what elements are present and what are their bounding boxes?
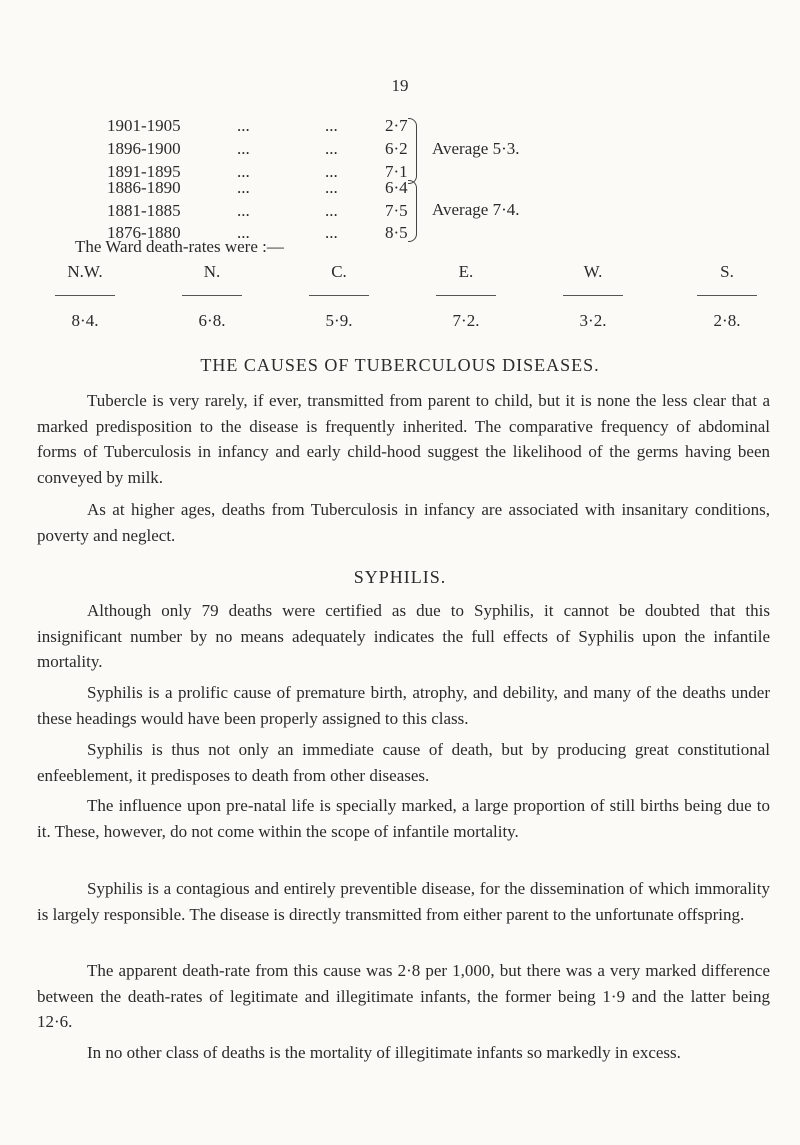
ward-rule bbox=[55, 295, 115, 296]
ward-value: 2·8. bbox=[713, 311, 741, 330]
ward-header: E. bbox=[458, 262, 474, 281]
ward-value: 8·4. bbox=[71, 311, 99, 330]
leader-dots: ... bbox=[325, 162, 338, 181]
ward-header: S. bbox=[720, 262, 734, 281]
rate-value: 2·7 bbox=[385, 116, 408, 135]
ward-value: 5·9. bbox=[325, 311, 353, 330]
paragraph: Although only 79 deaths were certified as due to Syphilis, it cannot be doubted that this insignificant number by no means adequately indicates the full effects of Syphilis upon the infantile mortality. bbox=[37, 601, 770, 671]
ward-header: W. bbox=[583, 262, 603, 281]
leader-dots: ... bbox=[325, 178, 338, 197]
rate-period: 1881-1885 bbox=[107, 201, 181, 220]
average-label: Average 7·4. bbox=[432, 200, 520, 219]
ward-rule bbox=[697, 295, 757, 296]
ward-rule bbox=[436, 295, 496, 296]
leader-dots: ... bbox=[237, 162, 250, 181]
leader-dots: ... bbox=[237, 223, 250, 242]
page-number: 19 bbox=[391, 76, 409, 95]
section-title-syphilis: SYPHILIS. bbox=[353, 567, 447, 587]
rate-period: 1891-1895 bbox=[107, 162, 181, 181]
rate-value: 7·1 bbox=[385, 162, 408, 181]
leader-dots: ... bbox=[325, 116, 338, 135]
rate-period: 1901-1905 bbox=[107, 116, 181, 135]
ward-header: N.W. bbox=[67, 262, 103, 281]
rate-value: 6·4 bbox=[385, 178, 408, 197]
group-brace bbox=[408, 180, 417, 242]
rate-period: 1876-1880 bbox=[107, 223, 181, 242]
rate-period: 1896-1900 bbox=[107, 139, 181, 158]
ward-rates-intro: The Ward death-rates were :— bbox=[75, 237, 284, 256]
rate-period: 1886-1890 bbox=[107, 178, 181, 197]
ward-header: C. bbox=[331, 262, 347, 281]
rate-value: 8·5 bbox=[385, 223, 408, 242]
section-title-tuberculous: THE CAUSES OF TUBERCULOUS DISEASES. bbox=[200, 355, 600, 375]
leader-dots: ... bbox=[325, 201, 338, 220]
paragraph: Syphilis is thus not only an immediate cause of death, but by producing great constitutional enfeeblement, it predisposes to death from other diseases. bbox=[37, 740, 770, 785]
rate-row bbox=[107, 201, 407, 221]
rate-row bbox=[107, 116, 407, 136]
leader-dots: ... bbox=[325, 223, 338, 242]
leader-dots: ... bbox=[325, 139, 338, 158]
leader-dots: ... bbox=[237, 116, 250, 135]
rate-value: 6·2 bbox=[385, 139, 408, 158]
paragraph: Syphilis is a contagious and entirely preventible disease, for the dissemination of which immorality is largely responsible. The disease is directly transmitted from either parent to the unfortunate offspring. bbox=[37, 879, 770, 924]
ward-rule bbox=[182, 295, 242, 296]
rate-row bbox=[107, 139, 407, 159]
paragraph: The influence upon pre-natal life is specially marked, a large proportion of still births being due to it. These, however, do not come within the scope of infantile mortality. bbox=[37, 796, 770, 841]
paragraph: As at higher ages, deaths from Tuberculosis in infancy are associated with insanitary conditions, poverty and neglect. bbox=[37, 500, 770, 545]
ward-value: 6·8. bbox=[198, 311, 226, 330]
ward-rule bbox=[309, 295, 369, 296]
group-brace bbox=[408, 118, 417, 184]
paragraph: In no other class of deaths is the mortality of illegitimate infants so markedly in excess. bbox=[87, 1043, 681, 1062]
paragraph: Tubercle is very rarely, if ever, transmitted from parent to child, but it is none the less clear that a marked predisposition to the disease is frequently inherited. The comparative frequency of abdominal forms of Tuberculosis in infancy and early child-hood suggest the likelihood of the germs having been conveyed by milk. bbox=[37, 391, 770, 487]
rate-row bbox=[107, 178, 407, 198]
ward-header: N. bbox=[203, 262, 221, 281]
paragraph: The apparent death-rate from this cause was 2·8 per 1,000, but there was a very marked difference between the death-rates of legitimate and illegitimate infants, the former being 1·9 and the latter being 12·6. bbox=[37, 961, 770, 1031]
rate-value: 7·5 bbox=[385, 201, 408, 220]
ward-value: 3·2. bbox=[579, 311, 607, 330]
average-label: Average 5·3. bbox=[432, 139, 520, 158]
paragraph: Syphilis is a prolific cause of premature birth, atrophy, and debility, and many of the deaths under these headings would have been properly assigned to this class. bbox=[37, 683, 770, 728]
ward-rule bbox=[563, 295, 623, 296]
leader-dots: ... bbox=[237, 139, 250, 158]
leader-dots: ... bbox=[237, 201, 250, 220]
leader-dots: ... bbox=[237, 178, 250, 197]
ward-value: 7·2. bbox=[452, 311, 480, 330]
